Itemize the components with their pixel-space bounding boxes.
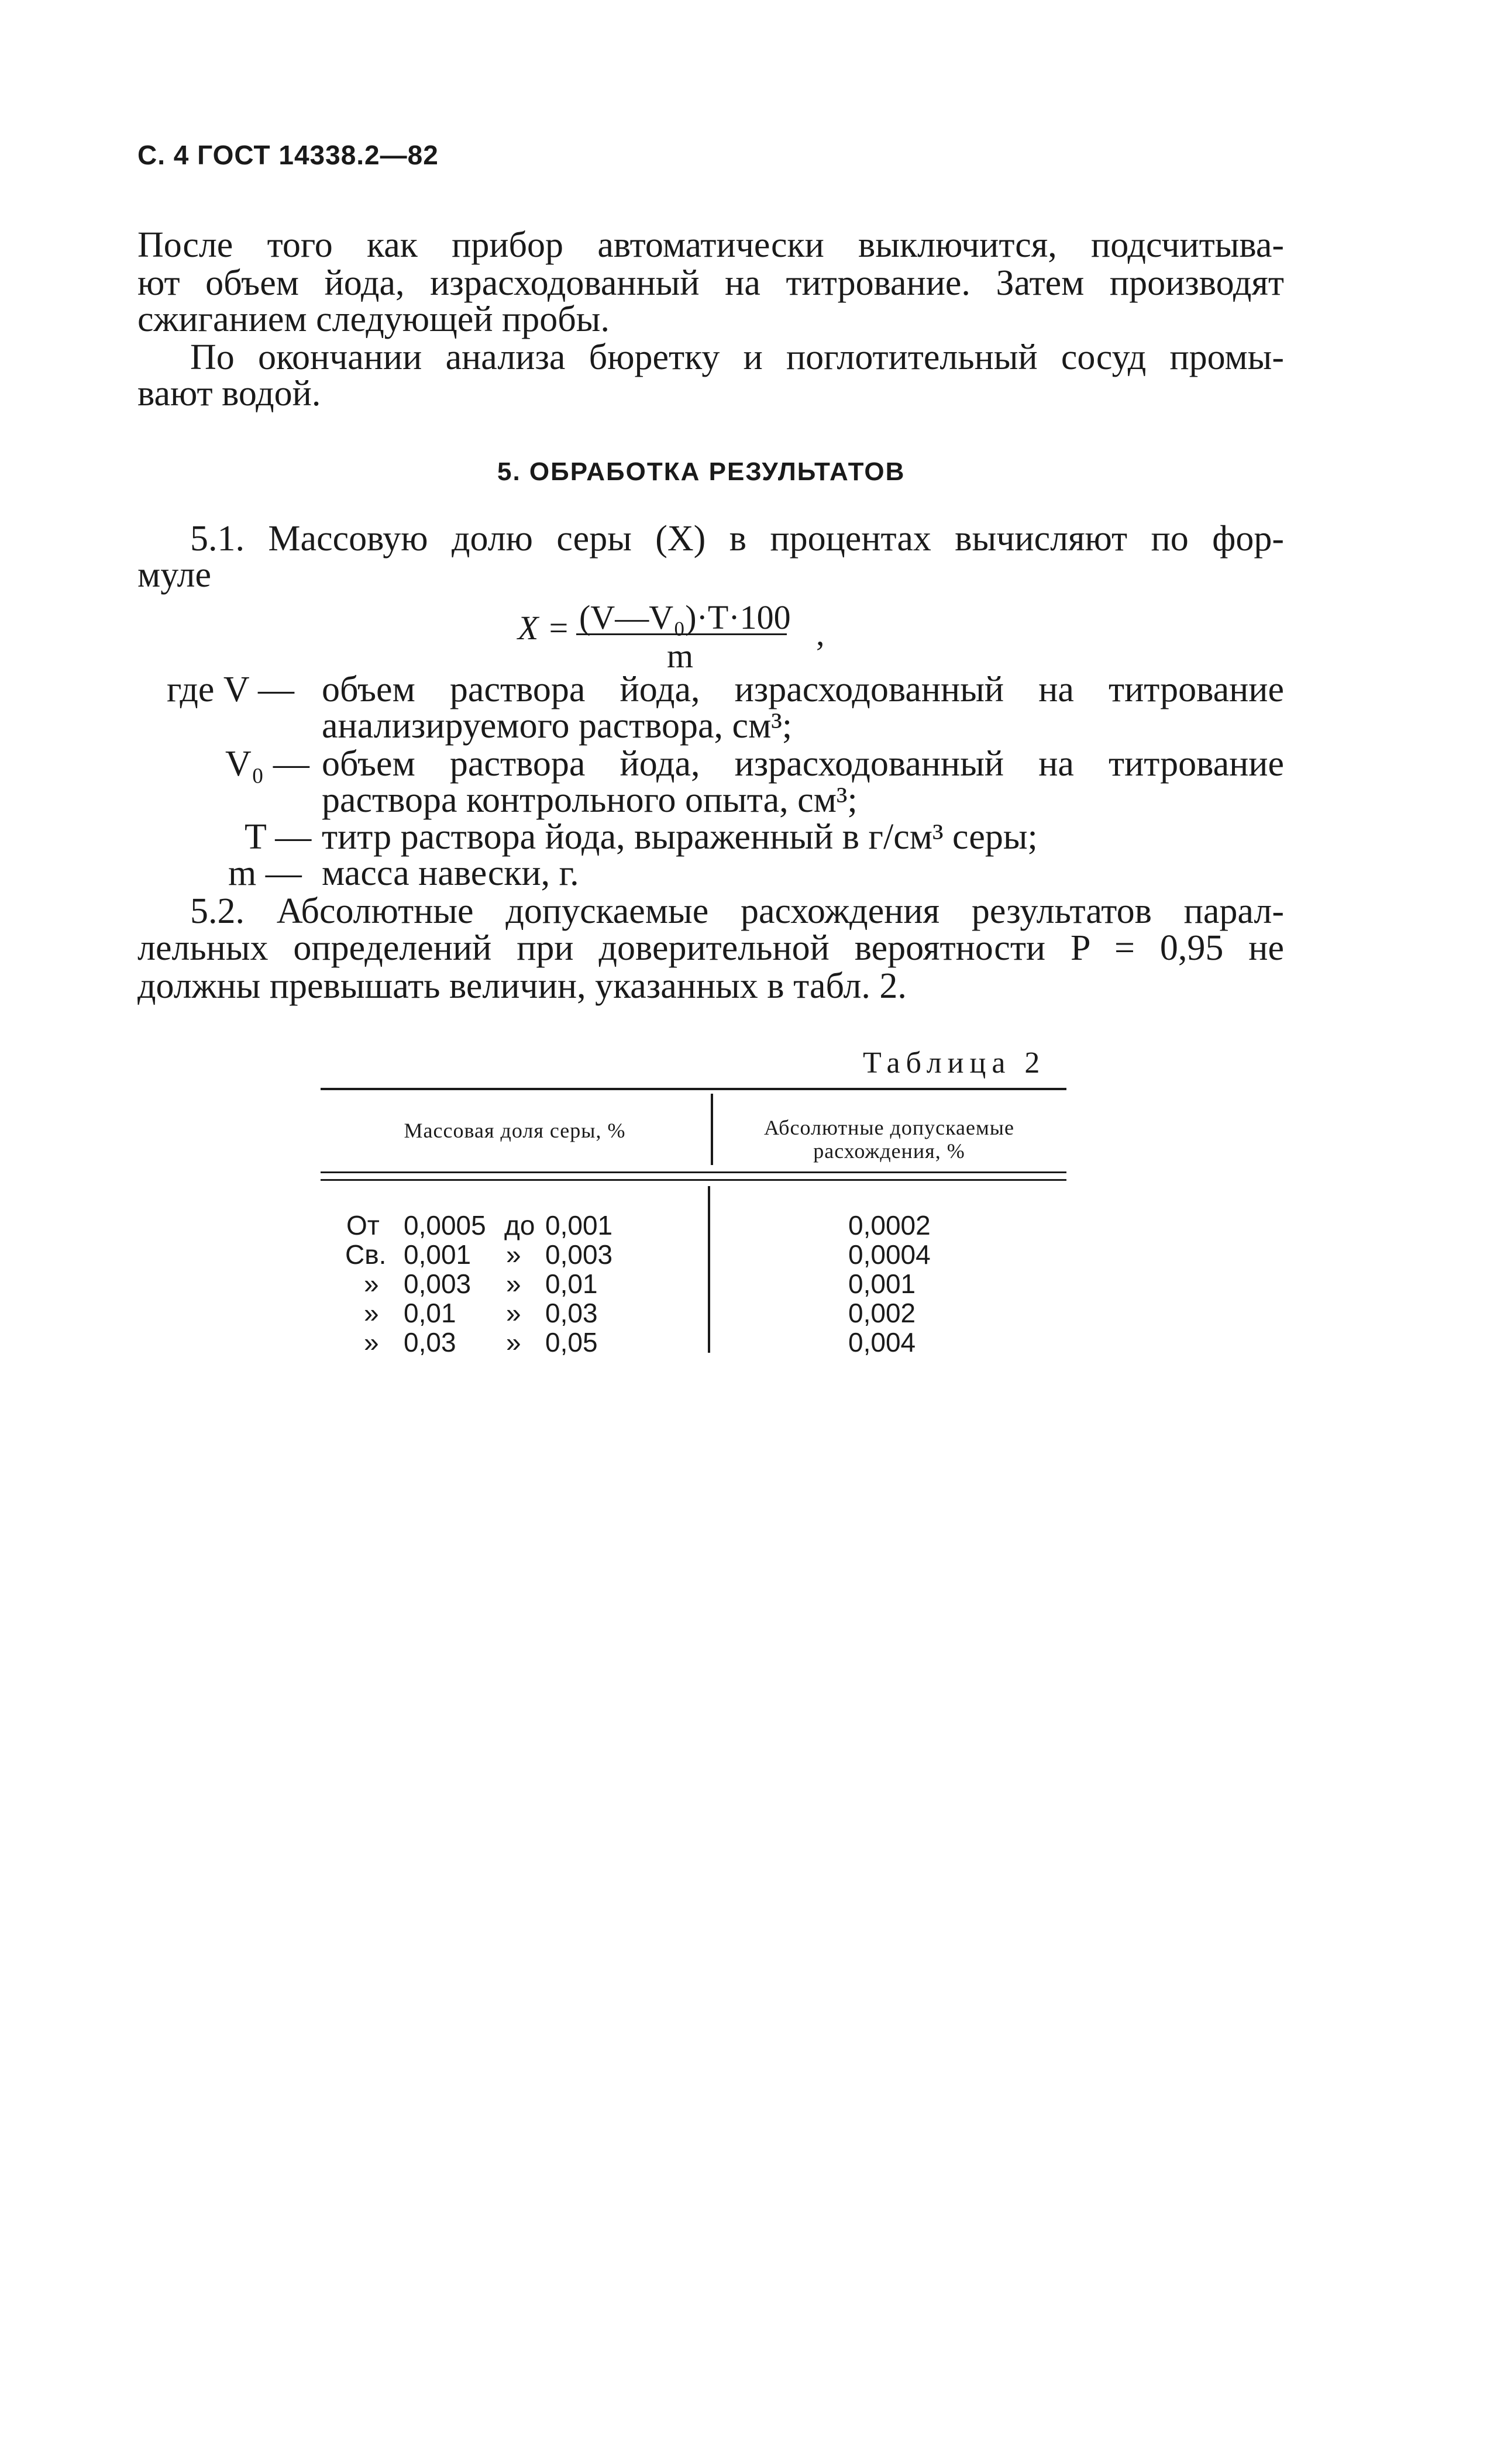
definition-text: масса навески, г. — [322, 853, 579, 893]
clause-5-1-line: муле — [137, 555, 211, 595]
definition-text: объем раствора йода, израсходованный на титрование — [322, 744, 1284, 784]
table-top-rule — [321, 1088, 1066, 1090]
table-cell-qualifier: » — [364, 1327, 379, 1357]
table-cell-value: 0,0002 — [848, 1210, 931, 1240]
table-cell-connector: » — [506, 1239, 521, 1270]
table-header-rule-double — [321, 1179, 1066, 1181]
definition-text: анализируемого раствора, см³; — [322, 706, 793, 746]
clause-5-2-line: должны превышать величин, указанных в табл. 2. — [137, 966, 907, 1006]
table-header-divider — [711, 1094, 713, 1165]
definition-symbol: где V — — [167, 670, 295, 709]
table-cell-from: 0,001 — [404, 1239, 471, 1270]
definition-symbol: V₀ — — [225, 744, 309, 784]
table-cell-to: 0,001 — [545, 1210, 613, 1240]
table-cell-value: 0,001 — [848, 1269, 916, 1299]
table-cell-to: 0,03 — [545, 1298, 598, 1328]
table-cell-qualifier: » — [364, 1269, 379, 1299]
table-cell-connector: » — [506, 1269, 521, 1299]
table-col1-header: Массовая доля серы, % — [404, 1119, 626, 1142]
table-body-divider — [708, 1186, 710, 1353]
table-cell-connector: до — [504, 1210, 535, 1240]
page-number: С. 4 — [137, 140, 190, 170]
section-title: 5. ОБРАБОТКА РЕЗУЛЬТАТОВ — [497, 457, 906, 486]
table-cell-connector: » — [506, 1298, 521, 1328]
clause-5-1-line: 5.1. Массовую долю серы (X) в процентах вычисляют по фор- — [190, 519, 1284, 559]
definition-text: раствора контрольного опыта, см³; — [322, 780, 858, 820]
table-cell-to: 0,003 — [545, 1239, 613, 1270]
table-cell-qualifier: » — [364, 1298, 379, 1328]
page-header — [137, 139, 439, 171]
formula-lhs: X = — [518, 609, 570, 647]
table-cell-from: 0,0005 — [404, 1210, 486, 1240]
clause-5-2-line: 5.2. Абсолютные допускаемые расхождения результатов парал- — [190, 891, 1284, 931]
clause-5-2-line: лельных определений при доверительной вероятности P = 0,95 не — [137, 928, 1284, 968]
table-cell-value: 0,002 — [848, 1298, 916, 1328]
paragraph-line: По окончании анализа бюретку и поглотительный сосуд промы- — [190, 337, 1284, 377]
formula-numerator: (V—V₀)·T·100 — [579, 598, 791, 636]
formula-comma: , — [816, 615, 825, 653]
paragraph-line: ют объем йода, израсходованный на титрование. Затем производят — [137, 263, 1284, 303]
table-cell-from: 0,01 — [404, 1298, 456, 1328]
paragraph-line: После того как прибор автоматически выключится, подсчитыва- — [137, 225, 1284, 265]
table-cell-from: 0,03 — [404, 1327, 456, 1357]
paragraph-line: вают водой. — [137, 374, 321, 413]
table-header-rule — [321, 1171, 1066, 1173]
table-cell-to: 0,05 — [545, 1327, 598, 1357]
table-cell-qualifier: Св. — [345, 1239, 387, 1270]
table-cell-qualifier: От — [346, 1210, 380, 1240]
paragraph-line: сжиганием следующей пробы. — [137, 299, 610, 339]
definition-symbol: T — — [245, 817, 312, 857]
table-cell-from: 0,003 — [404, 1269, 471, 1299]
table-cell-value: 0,004 — [848, 1327, 916, 1357]
definition-symbol: m — — [228, 853, 302, 893]
table-caption: Таблица 2 — [863, 1046, 1046, 1080]
standard-code: ГОСТ 14338.2—82 — [197, 140, 439, 170]
table-col2-header: Абсолютные допускаемые расхождения, % — [764, 1116, 1014, 1163]
definition-text: титр раствора йода, выраженный в г/см³ серы; — [322, 817, 1038, 857]
fraction-bar — [576, 633, 787, 635]
table-cell-connector: » — [506, 1327, 521, 1357]
formula-denominator: m — [667, 637, 694, 675]
definition-text: объем раствора йода, израсходованный на титрование — [322, 670, 1284, 709]
table-cell-value: 0,0004 — [848, 1239, 931, 1270]
table-cell-to: 0,01 — [545, 1269, 598, 1299]
